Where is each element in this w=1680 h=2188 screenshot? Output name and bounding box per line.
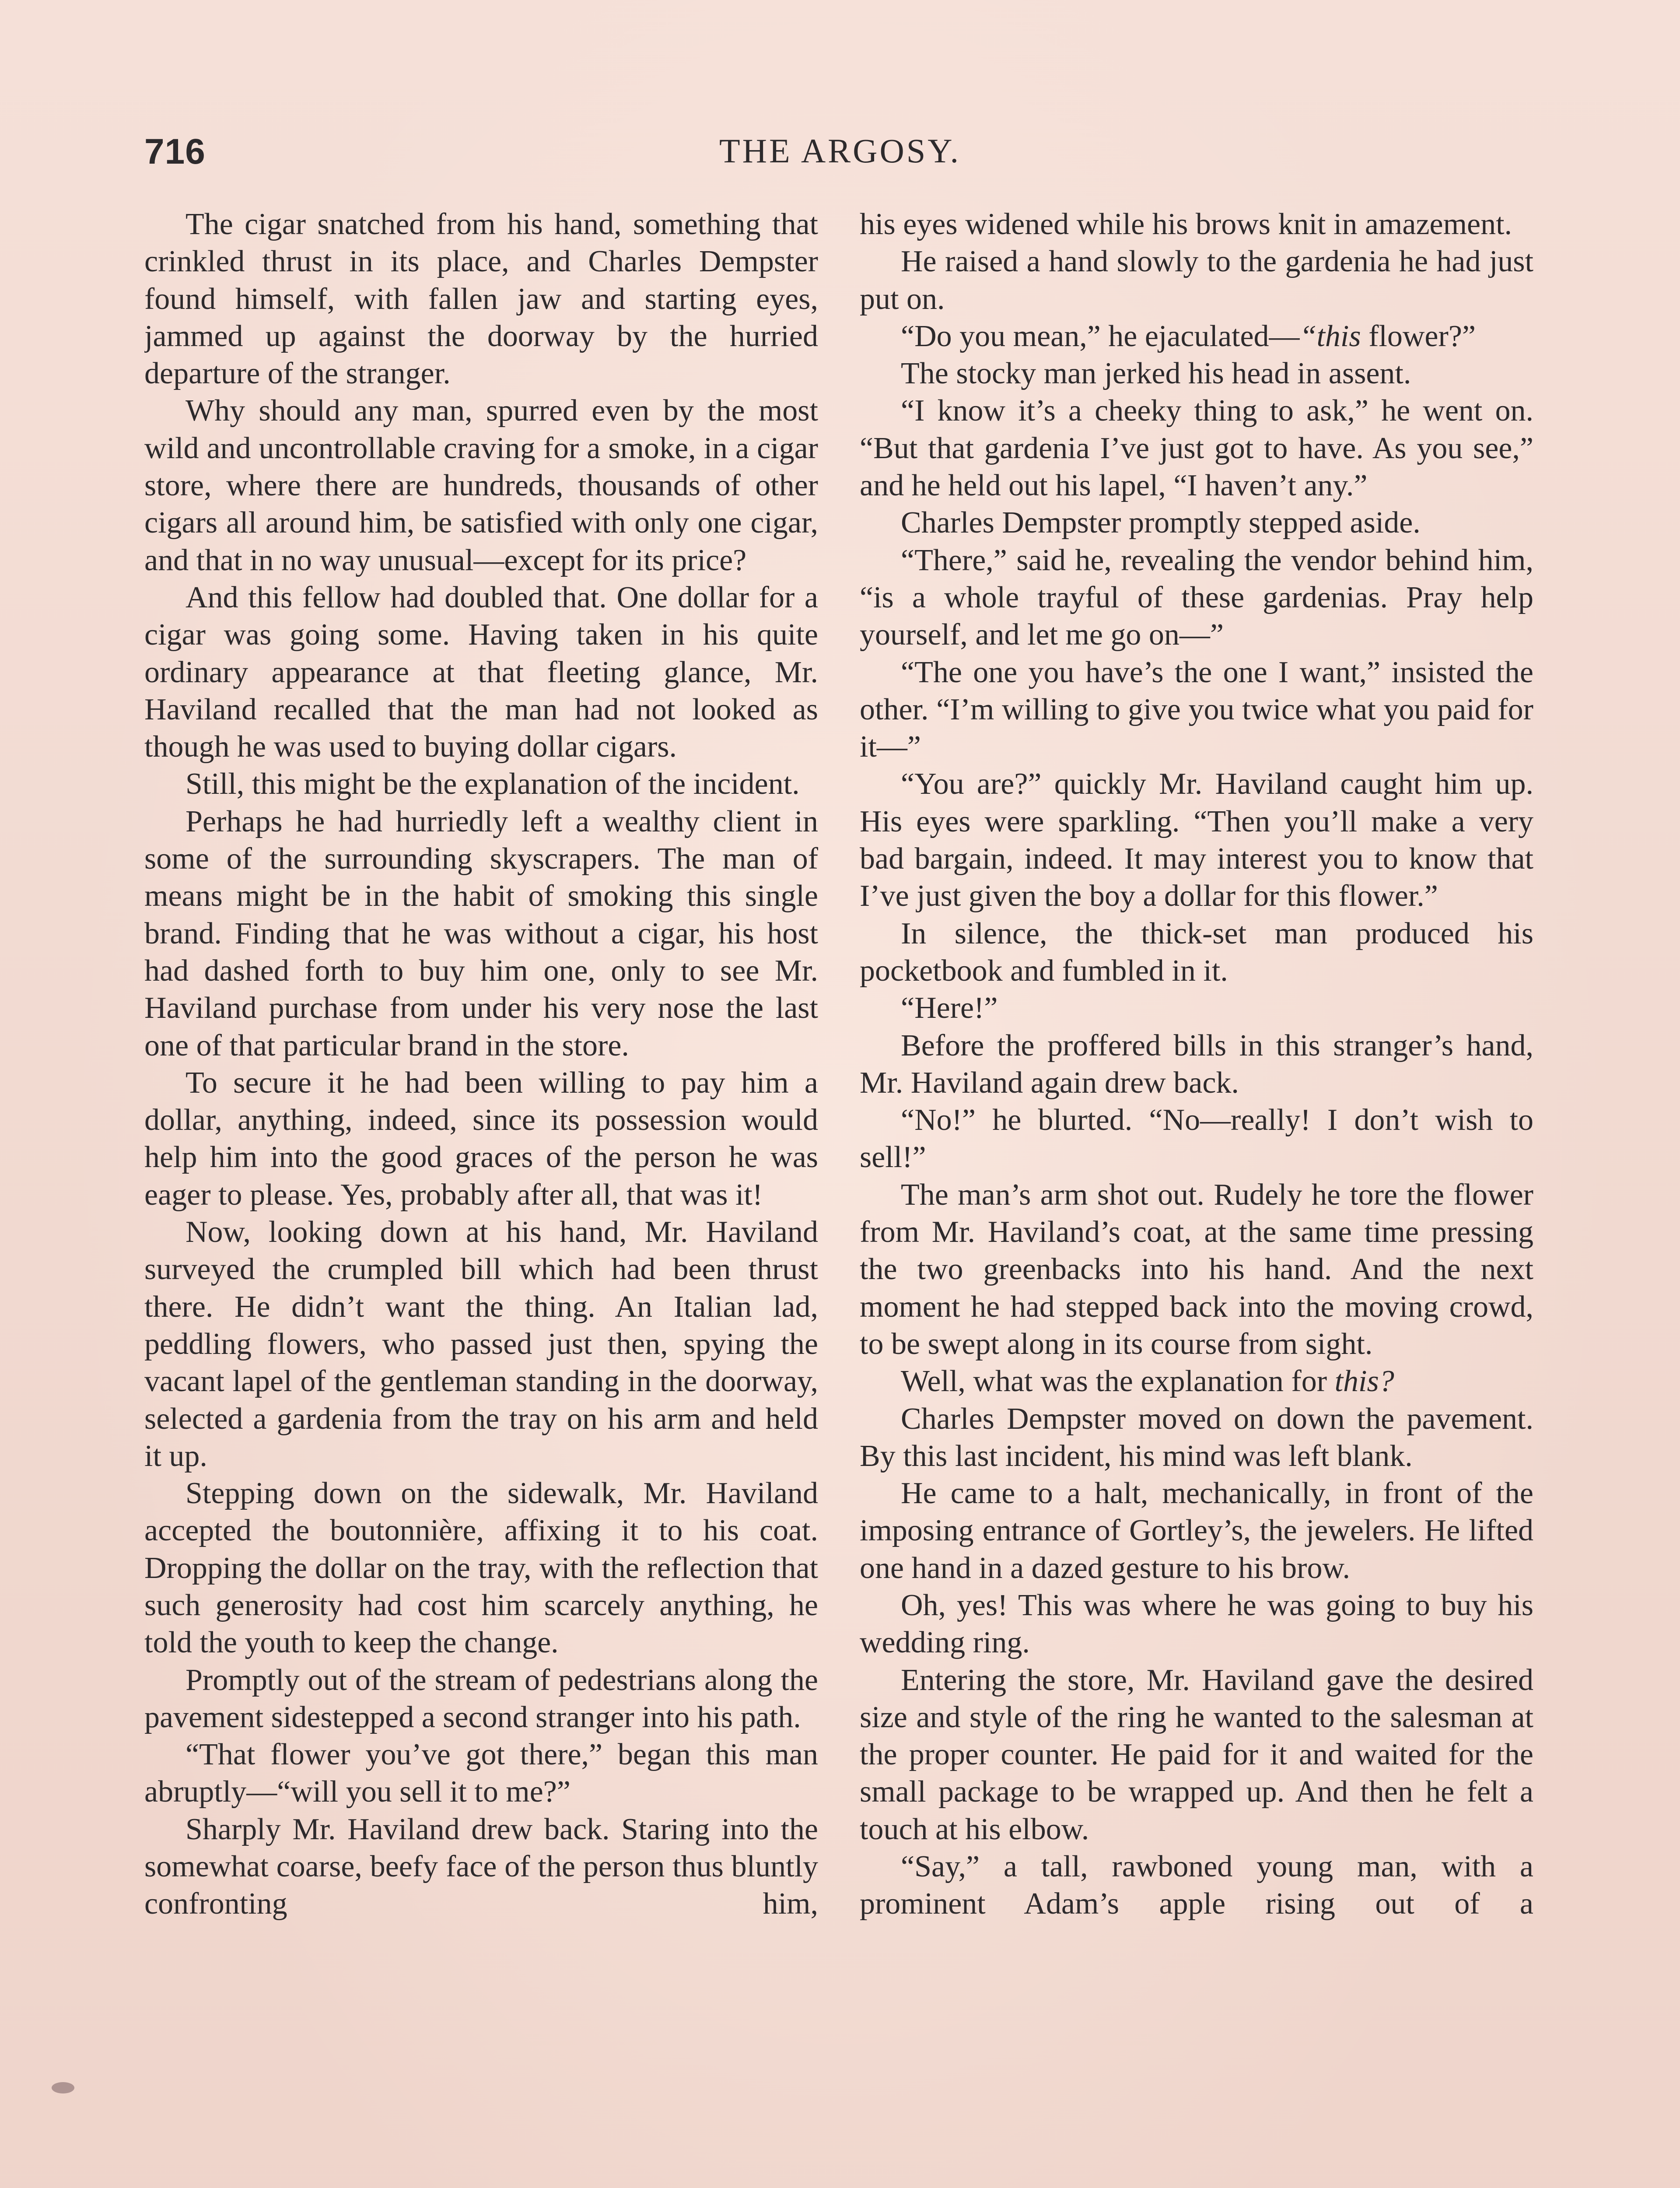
paragraph: “There,” said he, revealing the vendor behind him, “is a whole trayful of these gardenias. Pray help yourself, and let me go on—”	[860, 543, 1533, 652]
paragraph: “No!” he blurted. “No—really! I don’t wish to sell!”	[860, 1103, 1533, 1175]
paragraph: “The one you have’s the one I want,” insisted the other. “I’m willing to give you twice what you paid for it—”	[860, 655, 1533, 764]
paragraph: Sharply Mr. Haviland drew back. Staring into the somewhat coarse, beefy face of the person thus bluntly confronting him,	[144, 1812, 818, 1921]
paragraph: Stepping down on the sidewalk, Mr. Haviland accepted the boutonnière, affixing it to his coat. Dropping the dollar on the tray, with the reflection that such generosity had cost him scarcely anything, he told the youth to keep the change.	[144, 1476, 818, 1660]
right-column	[860, 206, 1533, 2188]
text-run: Well, what was the explanation for	[901, 1364, 1335, 1399]
paragraph: And this fellow had doubled that. One dollar for a cigar was going some. Having taken in his quite ordinary appearance at that fleeting glance, Mr. Haviland recalled that the man had not looked as though he was used to buying dollar cigars.	[144, 580, 818, 764]
paragraph: To secure it he had been willing to pay him a dollar, anything, indeed, since its possession would help him into the good graces of the person he was eager to please. Yes, probably after all, that was it!	[144, 1066, 818, 1212]
paragraph: Promptly out of the stream of pedestrians along the pavement sidestepped a second stranger into his path.	[144, 1663, 818, 1734]
emphasis: “this	[1299, 319, 1361, 353]
paragraph: Still, this might be the explanation of the incident.	[186, 767, 800, 801]
paragraph: In silence, the thick-set man produced his pocketbook and fumbled in it.	[860, 916, 1533, 988]
paragraph: Oh, yes! This was where he was going to buy his wedding ring.	[860, 1588, 1533, 1660]
paragraph: Perhaps he had hurriedly left a wealthy client in some of the surrounding skyscrapers. The man of means might be in the habit of smoking this single brand. Finding that he was without a cigar, his host had dashed forth to buy him one, only to see Mr. Haviland purchase from under his very nose the last one of that particular brand in the store.	[144, 804, 818, 1062]
text-run: “Do you mean,” he ejaculated—	[901, 319, 1300, 353]
paragraph: Why should any man, spurred even by the most wild and uncontrollable craving for a smoke, in a cigar store, where there are hundreds, thousands of other cigars all around him, be satisfied with only one cigar, and that in no way unusual—except for its price?	[144, 394, 818, 577]
emphasis: this?	[1334, 1364, 1394, 1399]
paragraph: The man’s arm shot out. Rudely he tore the flower from Mr. Haviland’s coat, at the same time pressing the two greenbacks into his hand. And the next moment he had stepped back into the moving crowd, to be swept along in its course from sight.	[860, 1178, 1533, 1361]
paragraph: “You are?” quickly Mr. Haviland caught him up. His eyes were sparkling. “Then you’ll make a very bad bargain, indeed. It may interest you to know that I’ve just given the boy a dollar for this flower.”	[860, 767, 1533, 913]
paragraph: Before the proffered bills in this stranger’s hand, Mr. Haviland again drew back.	[860, 1028, 1533, 1100]
ink-smudge	[52, 2082, 74, 2093]
paragraph: Now, looking down at his hand, Mr. Haviland surveyed the crumpled bill which had been thrust there. He didn’t want the thing. An Italian lad, peddling flowers, who passed just then, spying the vacant lapel of the gentleman standing in the doorway, selected a gardenia from the tray on his arm and held it up.	[144, 1215, 818, 1473]
paragraph: “Here!”	[901, 991, 998, 1025]
paragraph: The cigar snatched from his hand, something that crinkled thrust in its place, and Charles Dempster found himself, with fallen jaw and starting eyes, jammed up against the doorway by the hurried departure of the stranger.	[144, 207, 818, 391]
left-column	[144, 206, 818, 2188]
paragraph: “That flower you’ve got there,” began this man abruptly—“will you sell it to me?”	[144, 1738, 818, 1809]
magazine-title: THE ARGOSY.	[719, 132, 961, 170]
paragraph	[860, 1363, 1533, 1400]
paragraph-continuation: his eyes widened while his brows knit in amazement.	[860, 207, 1512, 241]
text-run: flower?”	[1361, 319, 1476, 353]
paragraph: “I know it’s a cheeky thing to ask,” he went on. “But that gardenia I’ve just got to have. As you see,” and he held out his lapel, “I haven’t any.”	[860, 394, 1533, 503]
paragraph: He raised a hand slowly to the gardenia he had just put on.	[860, 245, 1533, 316]
paragraph: Charles Dempster promptly stepped aside.	[901, 506, 1421, 540]
paragraph: “Say,” a tall, rawboned young man, with a prominent Adam’s apple rising out of a	[860, 1850, 1533, 1921]
running-head	[144, 131, 1536, 175]
paragraph	[860, 318, 1533, 355]
paragraph: Entering the store, Mr. Haviland gave the desired size and style of the ring he wanted to the salesman at the proper counter. He paid for it and waited for the small package to be wrapped up. And then he felt a touch at his elbow.	[860, 1663, 1533, 1846]
paragraph: The stocky man jerked his head in assent.	[901, 357, 1411, 391]
paragraph: Charles Dempster moved on down the pavement. By this last incident, his mind was left blank.	[860, 1402, 1533, 1473]
paragraph: He came to a halt, mechanically, in front of the imposing entrance of Gortley’s, the jewelers. He lifted one hand in a dazed gesture to his brow.	[860, 1476, 1533, 1585]
page-number: 716	[144, 132, 206, 172]
